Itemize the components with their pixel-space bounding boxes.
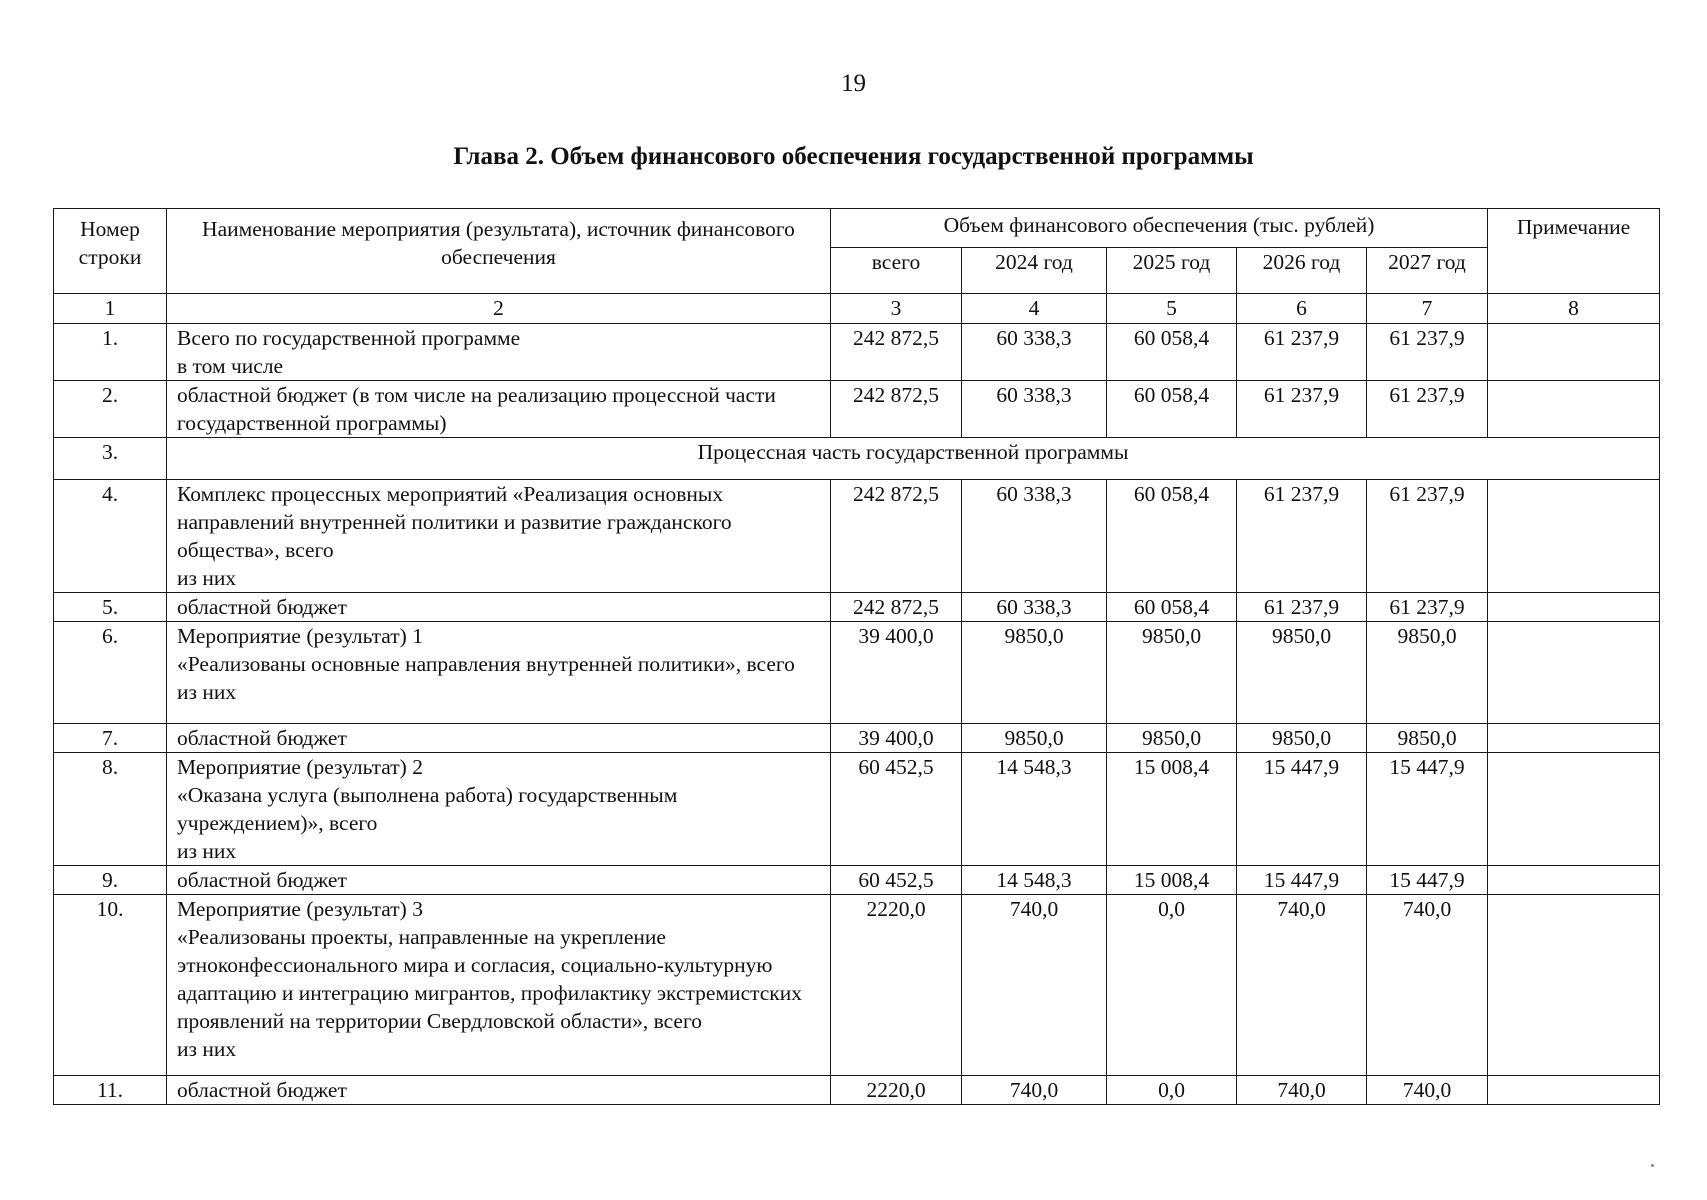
table-row xyxy=(54,324,1660,381)
row-note xyxy=(1488,480,1660,593)
value-year-2027: 61 237,9 xyxy=(1367,381,1488,438)
table-row xyxy=(54,438,1660,480)
value-total: 60 452,5 xyxy=(831,753,962,866)
scan-dot xyxy=(1651,1164,1654,1167)
row-name: областной бюджет (в том числе на реализацию процессной части государственной программы) xyxy=(167,381,831,438)
header-name: Наименование мероприятия (результата), источник финансового обеспечения xyxy=(167,209,831,294)
value-year-2024: 740,0 xyxy=(962,1076,1107,1105)
row-number: 6. xyxy=(54,622,167,724)
table-row xyxy=(54,895,1660,1076)
value-year-2024: 60 338,3 xyxy=(962,324,1107,381)
value-year-2026: 15 447,9 xyxy=(1237,866,1367,895)
value-year-2025: 60 058,4 xyxy=(1107,593,1237,622)
value-year-2025: 15 008,4 xyxy=(1107,866,1237,895)
row-name: Мероприятие (результат) 3 «Реализованы проекты, направленные на укрепление этноконфессионального мира и согласия, социально-культурную адаптацию и интеграцию мигрантов, профилактику экстремистских проявлений на территории Свердловской области», всего из них xyxy=(167,895,831,1076)
row-name: Всего по государственной программе в том числе xyxy=(167,324,831,381)
column-number: 2 xyxy=(167,294,831,324)
value-year-2027: 61 237,9 xyxy=(1367,324,1488,381)
row-note xyxy=(1488,895,1660,1076)
table-row xyxy=(54,724,1660,753)
value-total: 242 872,5 xyxy=(831,324,962,381)
row-number: 4. xyxy=(54,480,167,593)
table-row xyxy=(54,622,1660,724)
table-row xyxy=(54,593,1660,622)
row-note xyxy=(1488,593,1660,622)
row-number: 2. xyxy=(54,381,167,438)
table-header-row xyxy=(54,209,1660,248)
page-number: 19 xyxy=(841,70,866,97)
value-total: 242 872,5 xyxy=(831,480,962,593)
value-year-2026: 9850,0 xyxy=(1237,622,1367,724)
header-year-2027: 2027 год xyxy=(1367,248,1488,294)
value-year-2026: 15 447,9 xyxy=(1237,753,1367,866)
section-heading: Процессная часть государственной программы xyxy=(167,438,1660,480)
value-year-2025: 60 058,4 xyxy=(1107,381,1237,438)
row-number: 10. xyxy=(54,895,167,1076)
row-note xyxy=(1488,381,1660,438)
value-year-2024: 60 338,3 xyxy=(962,480,1107,593)
row-name: областной бюджет xyxy=(167,1076,831,1105)
value-year-2026: 61 237,9 xyxy=(1237,480,1367,593)
column-number: 6 xyxy=(1237,294,1367,324)
row-note xyxy=(1488,724,1660,753)
value-year-2025: 0,0 xyxy=(1107,1076,1237,1105)
value-total: 39 400,0 xyxy=(831,622,962,724)
row-number: 8. xyxy=(54,753,167,866)
value-year-2026: 61 237,9 xyxy=(1237,324,1367,381)
header-row-number: Номер строки xyxy=(54,209,167,294)
value-year-2025: 0,0 xyxy=(1107,895,1237,1076)
header-year-2025: 2025 год xyxy=(1107,248,1237,294)
row-number: 9. xyxy=(54,866,167,895)
column-number: 4 xyxy=(962,294,1107,324)
header-note: Примечание xyxy=(1488,209,1660,294)
row-number: 5. xyxy=(54,593,167,622)
column-number: 1 xyxy=(54,294,167,324)
value-year-2027: 61 237,9 xyxy=(1367,593,1488,622)
value-total: 39 400,0 xyxy=(831,724,962,753)
value-year-2026: 61 237,9 xyxy=(1237,381,1367,438)
row-number: 7. xyxy=(54,724,167,753)
row-note xyxy=(1488,1076,1660,1105)
value-year-2027: 740,0 xyxy=(1367,1076,1488,1105)
header-year-2024: 2024 год xyxy=(962,248,1107,294)
value-year-2024: 14 548,3 xyxy=(962,866,1107,895)
row-note xyxy=(1488,753,1660,866)
chapter-title: Глава 2. Объем финансового обеспечения государственной программы xyxy=(453,143,1254,170)
financing-table xyxy=(53,208,1660,1105)
value-year-2024: 60 338,3 xyxy=(962,381,1107,438)
row-number: 3. xyxy=(54,438,167,480)
value-year-2027: 15 447,9 xyxy=(1367,753,1488,866)
value-year-2026: 9850,0 xyxy=(1237,724,1367,753)
row-name: областной бюджет xyxy=(167,866,831,895)
value-year-2026: 61 237,9 xyxy=(1237,593,1367,622)
row-note xyxy=(1488,622,1660,724)
row-number: 11. xyxy=(54,1076,167,1105)
value-year-2025: 9850,0 xyxy=(1107,622,1237,724)
row-name: областной бюджет xyxy=(167,724,831,753)
value-year-2025: 60 058,4 xyxy=(1107,480,1237,593)
header-total: всего xyxy=(831,248,962,294)
value-total: 2220,0 xyxy=(831,1076,962,1105)
table-row xyxy=(54,480,1660,593)
table-row xyxy=(54,753,1660,866)
table-row xyxy=(54,381,1660,438)
table-row xyxy=(54,866,1660,895)
value-total: 2220,0 xyxy=(831,895,962,1076)
row-name: Мероприятие (результат) 1 «Реализованы основные направления внутренней политики», всего из них xyxy=(167,622,831,724)
column-number: 3 xyxy=(831,294,962,324)
value-year-2027: 9850,0 xyxy=(1367,622,1488,724)
table-row xyxy=(54,1076,1660,1105)
row-note xyxy=(1488,866,1660,895)
value-total: 242 872,5 xyxy=(831,381,962,438)
value-year-2024: 14 548,3 xyxy=(962,753,1107,866)
value-year-2024: 740,0 xyxy=(962,895,1107,1076)
column-numbers-row xyxy=(54,294,1660,324)
value-year-2024: 9850,0 xyxy=(962,622,1107,724)
row-number: 1. xyxy=(54,324,167,381)
row-name: областной бюджет xyxy=(167,593,831,622)
value-year-2026: 740,0 xyxy=(1237,895,1367,1076)
value-year-2027: 15 447,9 xyxy=(1367,866,1488,895)
header-volume: Объем финансового обеспечения (тыс. рублей) xyxy=(831,209,1488,248)
value-year-2026: 740,0 xyxy=(1237,1076,1367,1105)
value-year-2027: 740,0 xyxy=(1367,895,1488,1076)
column-number: 7 xyxy=(1367,294,1488,324)
value-year-2025: 9850,0 xyxy=(1107,724,1237,753)
value-year-2025: 15 008,4 xyxy=(1107,753,1237,866)
row-name: Комплекс процессных мероприятий «Реализация основных направлений внутренней политики и развитие гражданского общества», всего из них xyxy=(167,480,831,593)
row-name: Мероприятие (результат) 2 «Оказана услуга (выполнена работа) государственным учреждением)», всего из них xyxy=(167,753,831,866)
row-note xyxy=(1488,324,1660,381)
value-total: 242 872,5 xyxy=(831,593,962,622)
header-year-2026: 2026 год xyxy=(1237,248,1367,294)
value-year-2025: 60 058,4 xyxy=(1107,324,1237,381)
value-year-2024: 60 338,3 xyxy=(962,593,1107,622)
value-year-2027: 9850,0 xyxy=(1367,724,1488,753)
column-number: 5 xyxy=(1107,294,1237,324)
value-year-2024: 9850,0 xyxy=(962,724,1107,753)
column-number: 8 xyxy=(1488,294,1660,324)
value-year-2027: 61 237,9 xyxy=(1367,480,1488,593)
value-total: 60 452,5 xyxy=(831,866,962,895)
